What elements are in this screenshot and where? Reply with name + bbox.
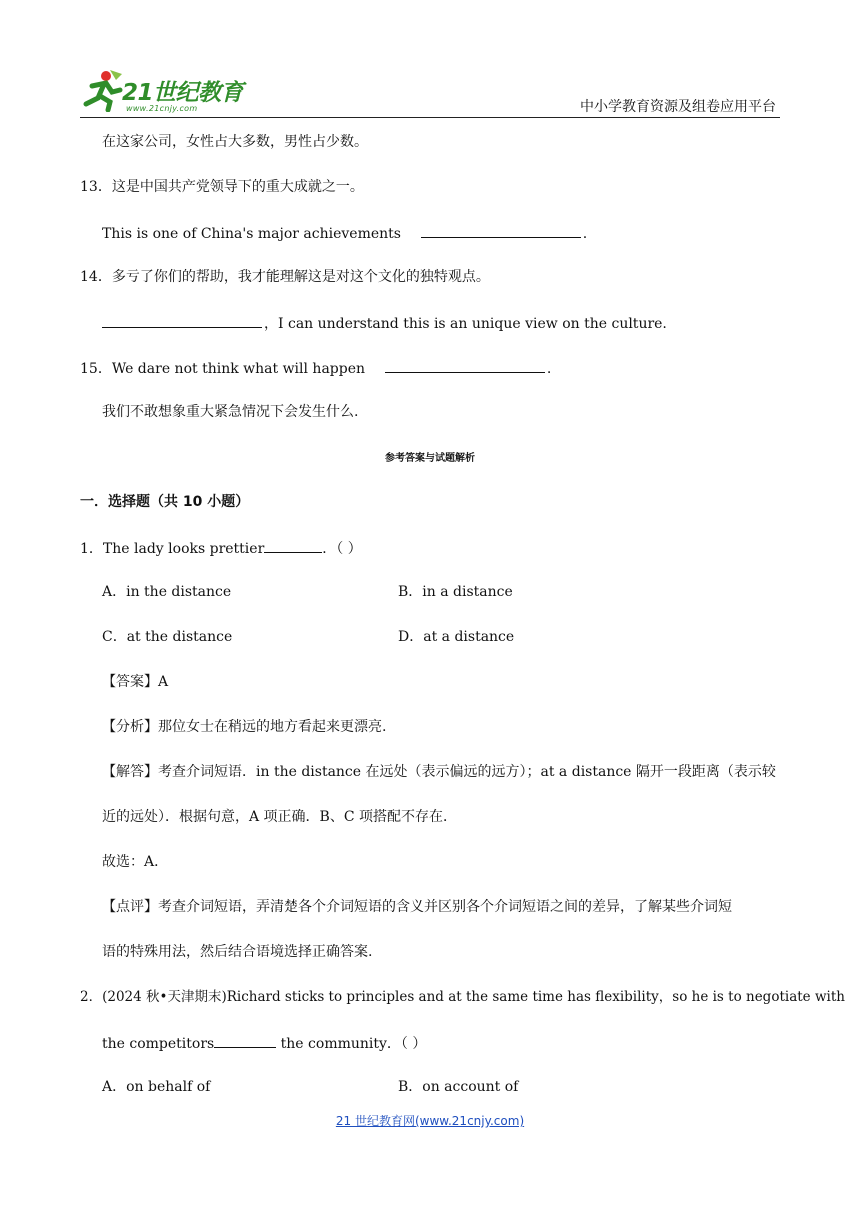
solution-line-2: 近的远处）．根据句意，A 项正确．B、C 项搭配不存在． — [102, 809, 458, 825]
comment-line: 【点评】考查介词短语，弄清楚各个介词短语的含义并区别各个介词短语之间的差异，了解某些介词短 — [102, 899, 732, 915]
question-13 — [80, 178, 364, 196]
question-14 — [80, 268, 490, 286]
answer-blank[interactable] — [421, 223, 581, 238]
analysis-line: 【分析】那位女士在稍远的地方看起来更漂亮. — [102, 719, 387, 735]
answer-blank[interactable] — [385, 358, 545, 373]
question-text: 多亏了你们的帮助，我才能理解这是对这个文化的独特观点。 — [111, 269, 490, 285]
header-divider — [80, 117, 780, 118]
runner-icon — [80, 68, 124, 112]
option-a[interactable]: A．on behalf of — [102, 1079, 211, 1095]
question-text: 这是中国共产党领导下的重大成就之一。 — [111, 179, 364, 195]
choice-line: 故选：A． — [102, 854, 169, 870]
translation-line: 在这家公司，女性占大多数，男性占少数。 — [102, 134, 368, 150]
answer-blank[interactable] — [214, 1033, 276, 1048]
logo-subtext: www.21cnjy.com — [126, 104, 198, 113]
question-14-english — [102, 313, 667, 333]
question-text: the competitors — [102, 1036, 215, 1052]
footer-link[interactable]: 21 世纪教育网(www.21cnjy.com) — [335, 1114, 525, 1128]
logo-text: 21世纪教育 — [122, 80, 244, 106]
question-number: 1． — [80, 541, 103, 557]
question-13-english: This is one of China's major achievements . — [102, 223, 587, 243]
question-2 — [80, 988, 845, 1006]
question-1: 1．The lady looks prettier ．（ ） — [80, 538, 362, 558]
answers-title: 参考答案与试题解析 — [385, 453, 475, 464]
question-number: 13． — [80, 179, 112, 195]
answer-line: 【答案】A — [102, 674, 169, 690]
question-text: ，I can understand this is an unique view on the culture. — [264, 316, 667, 332]
question-2-cont: the competitors the community．（ ） — [102, 1033, 426, 1053]
question-number: 2． — [80, 989, 103, 1005]
question-text: (2024 秋•天津期末)Richard sticks to principles and at the same time has flexibility，so he is to negotiate with — [102, 989, 845, 1005]
question-text: This is one of China's major achievements — [102, 226, 401, 242]
logo — [80, 68, 260, 116]
option-d[interactable]: D．at a distance — [398, 629, 515, 645]
question-text: We dare not think what will happen — [111, 361, 366, 377]
question-15: 15．We dare not think what will happen . — [80, 358, 551, 378]
question-15-chinese: 我们不敢想象重大紧急情况下会发生什么. — [102, 404, 359, 420]
platform-name: 中小学教育资源及组卷应用平台 — [580, 99, 776, 115]
question-number: 15． — [80, 361, 112, 377]
answer-blank[interactable] — [264, 538, 322, 553]
answer-blank[interactable] — [102, 313, 262, 328]
option-a[interactable]: A．in the distance — [102, 584, 232, 600]
section-heading: 一．选择题（共 10 小题） — [80, 494, 250, 510]
option-b[interactable]: B．in a distance — [398, 584, 513, 600]
question-text: The lady looks prettier — [102, 541, 265, 557]
page-header — [80, 62, 780, 118]
comment-line-2: 语的特殊用法，然后结合语境选择正确答案. — [102, 944, 373, 960]
option-b[interactable]: B．on account of — [398, 1079, 519, 1095]
solution-line: 【解答】考查介词短语．in the distance 在远处（表示偏远的远方）；at a distance 隔开一段距离（表示较 — [102, 764, 776, 780]
question-number: 14． — [80, 269, 112, 285]
option-c[interactable]: C．at the distance — [102, 629, 233, 645]
